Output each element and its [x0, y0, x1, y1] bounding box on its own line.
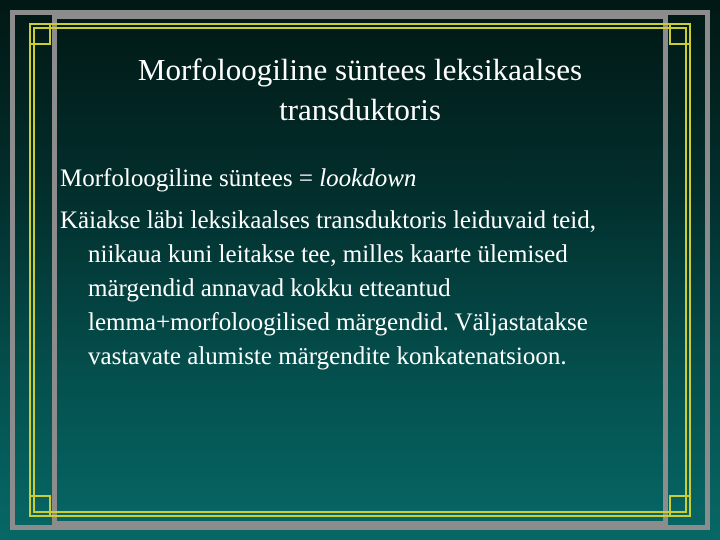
corner-decoration-top-left [29, 23, 51, 45]
definition-text: Morfoloogiline süntees = [60, 165, 320, 192]
body-paragraph-definition [60, 162, 670, 196]
definition-emphasis: lookdown [319, 165, 417, 192]
corner-decoration-bottom-right [669, 495, 691, 517]
body-paragraph-process: Käiakse läbi leksikaalses transduktoris leiduvaid teid, niikaua kuni leitakse tee, milles kaarte ülemised märgendid annavad kokku etteantud lemma+morfoloogilised märgendid. Väljastatakse vastavate alumiste märgendite konkatenatsioon. [60, 207, 596, 370]
slide-body [60, 162, 670, 382]
corner-decoration-bottom-left [29, 495, 51, 517]
slide-title: Morfoloogiline süntees leksikaalses transduktoris [137, 52, 583, 127]
corner-decoration-top-right [669, 23, 691, 45]
